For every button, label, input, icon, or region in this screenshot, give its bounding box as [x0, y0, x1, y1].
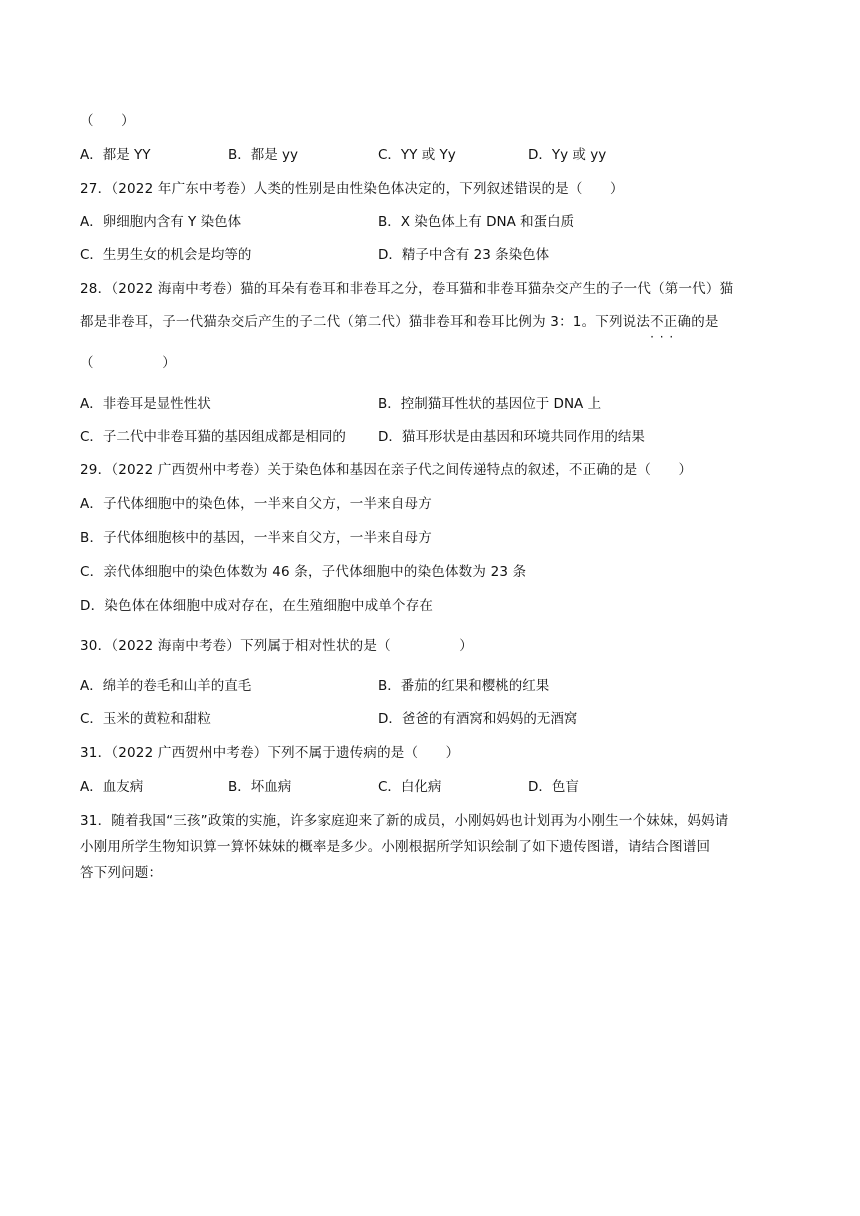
q28-option-c: C．子二代中非卷耳猫的基因组成都是相同的: [80, 429, 346, 445]
q29-option-a: A．子代体细胞中的染色体，一半来自父方，一半来自母方: [80, 496, 432, 512]
q31a-option-a: A．血友病: [80, 779, 144, 795]
q27-option-b: B．X 染色体上有 DNA 和蛋白质: [378, 214, 575, 230]
q27-option-d: D．精子中含有 23 条染色体: [378, 247, 550, 263]
q31a-stem: 31．（2022 广西贺州中考卷）下列不属于遗传病的是（ ）: [80, 745, 460, 761]
q29-stem: 29．（2022 广西贺州中考卷）关于染色体和基因在亲子代之间传递特点的叙述，不正确的是（ ）: [80, 462, 693, 478]
q26-answer-bracket: （ ）: [80, 113, 135, 129]
q27-option-c: C．生男生女的机会是均等的: [80, 247, 252, 263]
q30-option-c: C．玉米的黄粒和甜粒: [80, 711, 211, 727]
q27-option-a: A．卵细胞内含有 Y 染色体: [80, 214, 242, 230]
q31b-text-line1: 31．随着我国“三孩”政策的实施，许多家庭迎来了新的成员，小刚妈妈也计划再为小刚生一个妹妹，妈妈请: [80, 813, 729, 829]
q26-option-b: B．都是 yy: [228, 147, 299, 163]
q31a-option-d: D．色盲: [528, 779, 579, 795]
q29-option-b: B．子代体细胞核中的基因，一半来自父方，一半来自母方: [80, 530, 432, 546]
q30-option-a: A．绵羊的卷毛和山羊的直毛: [80, 678, 252, 694]
q29-option-c: C．亲代体细胞中的染色体数为 46 条，子代体细胞中的染色体数为 23 条: [80, 564, 527, 580]
q28-stem-line2: 都是非卷耳，子一代猫杂交后产生的子二代（第二代）猫非卷耳和卷耳比例为 3：1。下列说法不正确 · · ·的是: [80, 313, 719, 331]
q26-option-d: D．Yy 或 yy: [528, 147, 607, 163]
q28-stem-line1: 28．（2022 海南中考卷）猫的耳朵有卷耳和非卷耳之分，卷耳猫和非卷耳猫杂交产生的子一代（第一代）猫: [80, 281, 734, 297]
q28-answer-bracket: （ ）: [80, 355, 176, 371]
q30-option-d: D．爸爸的有酒窝和妈妈的无酒窝: [378, 711, 578, 727]
q30-stem: 30．（2022 海南中考卷）下列属于相对性状的是（ ）: [80, 638, 473, 654]
q28-emphasis-text: 不正确 · · ·: [650, 314, 691, 330]
q31b-text-line3: 答下列问题：: [80, 865, 163, 881]
q28-option-d: D．猫耳形状是由基因和环境共同作用的结果: [378, 429, 645, 445]
q26-option-a: A．都是 YY: [80, 147, 151, 163]
q26-option-c: C．YY 或 Yy: [378, 147, 456, 163]
q30-option-b: B．番茄的红果和樱桃的红果: [378, 678, 550, 694]
q31a-option-b: B．坏血病: [228, 779, 292, 795]
q28-option-a: A．非卷耳是显性性状: [80, 396, 211, 412]
q28-option-b: B．控制猫耳性状的基因位于 DNA 上: [378, 396, 602, 412]
q27-stem: 27．（2022 年广东中考卷）人类的性别是由性染色体决定的，下列叙述错误的是（ ）: [80, 181, 624, 197]
q31b-text-line2: 小刚用所学生物知识算一算怀妹妹的概率是多少。小刚根据所学知识绘制了如下遗传图谱，请结合图谱回: [80, 839, 711, 855]
q31a-option-c: C．白化病: [378, 779, 442, 795]
q29-option-d: D．染色体在体细胞中成对存在，在生殖细胞中成单个存在: [80, 598, 434, 614]
